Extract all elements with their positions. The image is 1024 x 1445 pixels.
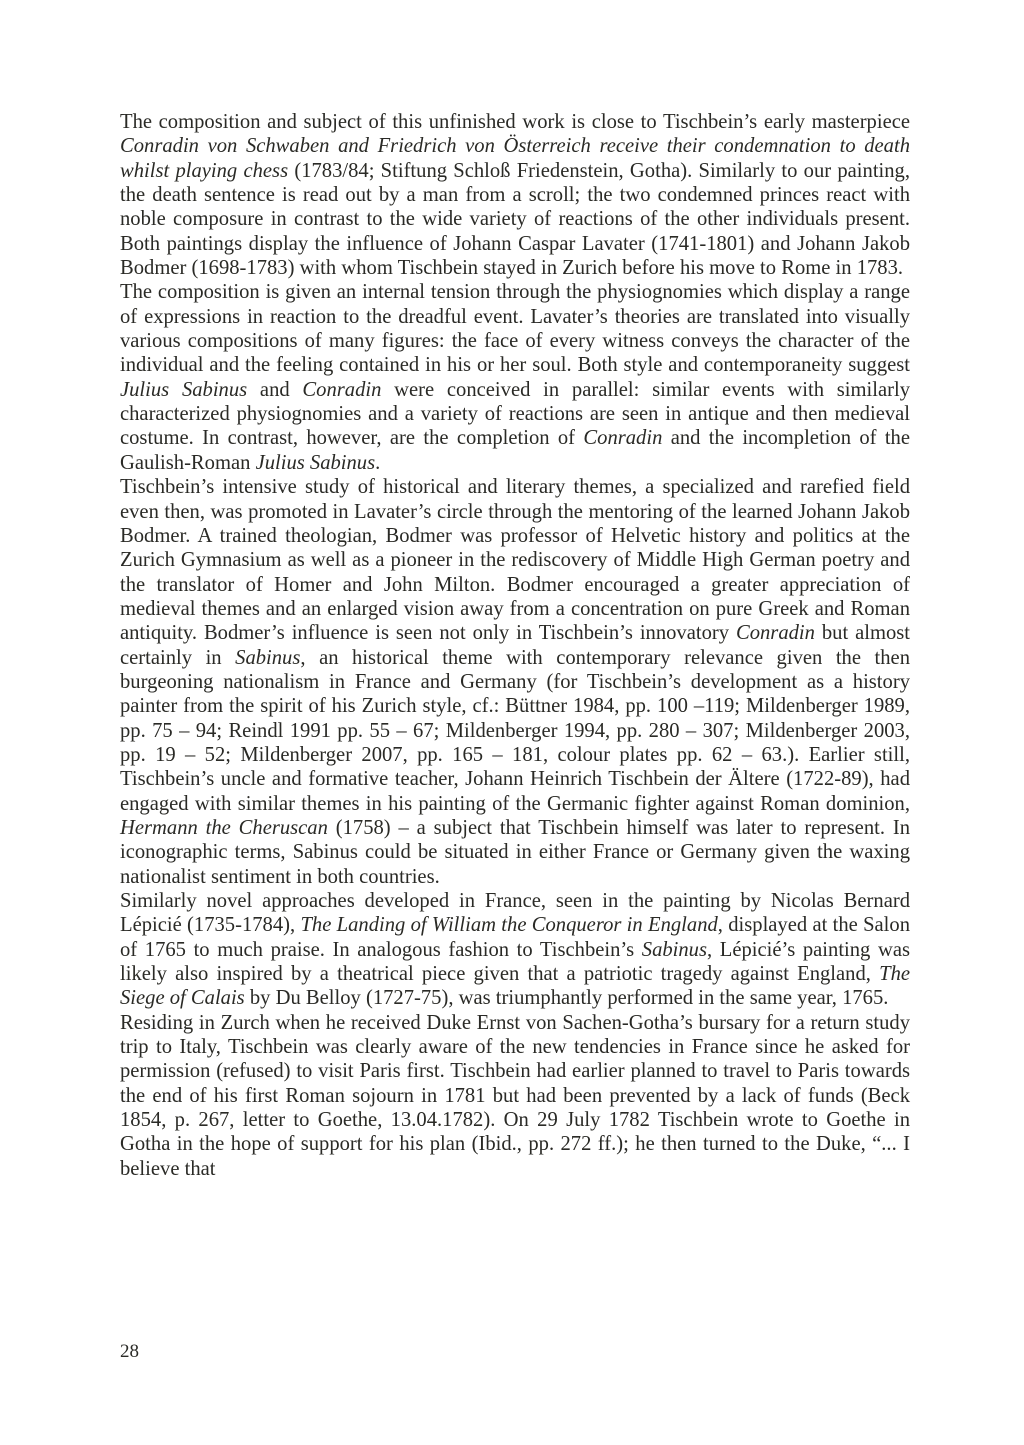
text-segment: and the incompletion of the Gaulish-Roman bbox=[120, 427, 910, 474]
text-segment: The composition is given an internal tension through the physiognomies which display a range of expressions in reaction to the dreadful event. Lavater’s theories are translated into visually various compositions of many figures: the face of every witness conveys the character of the individual and the feeling contained in his or her soul. Both style and contemporaneity suggest bbox=[120, 281, 910, 377]
paragraph bbox=[120, 889, 910, 1011]
italic-text-segment: The Siege of Calais bbox=[120, 963, 910, 1010]
text-segment: . bbox=[375, 451, 381, 474]
paragraph bbox=[120, 280, 910, 475]
text-segment: Tischbein’s intensive study of historical and literary themes, a specialized and rarefied field even then, was promoted in Lavater’s circle through the mentoring of the learned Johann Jakob Bodmer. A trained theologian, Bodmer was professor of Helvetic history and politics at the Zurich Gymnasium as well as a pioneer in the rediscovery of Middle High German poetry and the translator of Homer and John Milton. Bodmer encouraged a greater appreciation of medieval themes and an enlarged vision away from a concentration on pure Greek and Roman antiquity. Bodmer’s influence is seen not only in Tischbein’s innovatory bbox=[120, 476, 910, 645]
italic-text-segment: The Landing of William the Conqueror in England bbox=[300, 914, 718, 937]
paragraph bbox=[120, 1011, 910, 1181]
text-segment: were conceived in parallel: similar events with similarly characterized physiognomies and a variety of reactions are seen in antique and then medieval costume. In contrast, however, are the completion of bbox=[120, 378, 911, 450]
text-segment: (1758) – a subject that Tischbein himself was later to represent. In iconographic terms, Sabinus could be situated in either France or Germany given the waxing nationalist sentiment in both countries. bbox=[120, 816, 910, 888]
text-segment: Residing in Zurch when he received Duke Ernst von Sachen-Gotha’s bursary for a return study trip to Italy, Tischbein was clearly aware of the new tendencies in France since he asked for permission (refused) to visit Paris first. Tischbein had earlier planned to travel to Paris towards the end of his first Roman sojourn in 1781 but had been prevented by a lack of funds (Beck 1854, p. 267, letter to Goethe, 13.04.1782). On 29 July 1782 Tischbein wrote to Goethe in Gotha in the hope of support for his plan (Ibid., pp. 272 ff.); he then turned to the Duke, “... I believe that bbox=[120, 1011, 910, 1180]
italic-text-segment: Conradin bbox=[583, 427, 663, 450]
text-segment: by Du Belloy (1727-75), was triumphantly performed in the same year, 1765. bbox=[244, 987, 889, 1010]
text-segment: Similarly novel approaches developed in France, seen in the painting by Nicolas Bernard Lépicié (1735-1784), bbox=[120, 890, 910, 937]
text-segment: and bbox=[247, 378, 303, 401]
page-number: 28 bbox=[120, 1341, 139, 1362]
body-text bbox=[120, 110, 910, 1181]
italic-text-segment: Julius Sabinus bbox=[255, 451, 376, 474]
text-segment: The composition and subject of this unfinished work is close to Tischbein’s early masterpiece bbox=[120, 111, 910, 133]
italic-text-segment: Conradin bbox=[735, 622, 815, 645]
text-segment: , displayed at the Salon of 1765 to much praise. In analogous fashion to Tischbein’s bbox=[120, 914, 911, 961]
text-segment: (1783/84; Stiftung Schloß Friedenstein, Gotha). Similarly to our painting, the death sentence is read out by a man from a scroll; the two condemned princes react with noble composure in contrast to the wide variety of reactions of the other individuals present. Both paintings display the influence of Johann Caspar Lavater (1741-1801) and Johann Jakob Bodmer (1698-1783) with whom Tischbein stayed in Zurich before his move to Rome in 1783. bbox=[120, 159, 911, 280]
italic-text-segment: Conradin von Schwaben and Friedrich von Österreich receive their condemnation to death whilst playing chess bbox=[120, 135, 910, 182]
italic-text-segment: Conradin bbox=[302, 378, 382, 401]
italic-text-segment: Julius Sabinus bbox=[120, 378, 248, 401]
text-segment: , Lépicié’s painting was likely also inspired by a theatrical piece given that a patriotic tragedy against England, bbox=[120, 938, 910, 986]
paragraph bbox=[120, 110, 910, 280]
italic-text-segment: Sabinus bbox=[235, 646, 301, 669]
text-segment: , an historical theme with contemporary relevance given the then burgeoning nationalism in France and Germany (for Tischbein’s development as a history painter from the spirit of his Zurich style, cf.: Büttner 1984, pp. 100 –119; Mildenberger 1989, pp. 75 – 94; Reindl 1991 pp. 55 – 67; Mildenberger 1994, pp. 280 – 307; Mildenberger 2003, pp. 19 – 52; Mildenberger 2007, pp. 165 – 181, colour plates pp. 62 – 63.). Earlier still, Tischbein’s uncle and formative teacher, Johann Heinrich Tischbein der Ältere (1722-89), had engaged with similar themes in his painting of the Germanic fighter against Roman dominion, bbox=[120, 646, 910, 815]
paragraph bbox=[120, 475, 910, 889]
italic-text-segment: Sabinus bbox=[641, 938, 707, 961]
text-segment: but almost certainly in bbox=[120, 622, 910, 669]
italic-text-segment: Hermann the Cheruscan bbox=[120, 816, 328, 839]
